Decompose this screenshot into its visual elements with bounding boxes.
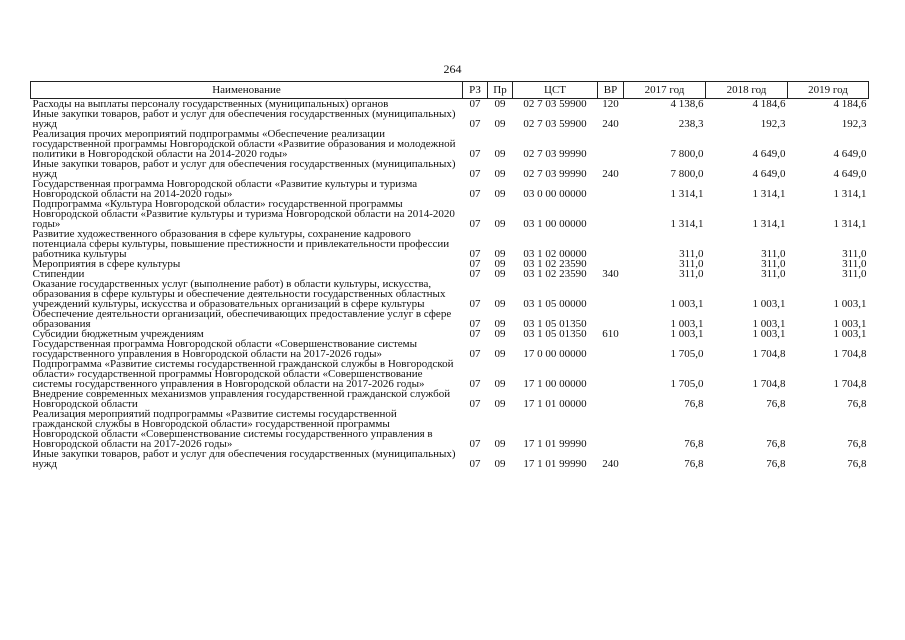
row-cst: 03 1 05 01350: [523, 318, 587, 330]
row-pr: 09: [494, 118, 506, 130]
row-2018: 1 704,8: [752, 348, 786, 360]
row-pr: 09: [494, 168, 506, 180]
row-rz: 07: [469, 248, 481, 260]
row-2018: 4 184,6: [752, 98, 786, 110]
budget-table: [30, 81, 869, 469]
table-row: [31, 109, 869, 129]
row-2017: 76,8: [684, 458, 704, 470]
row-rz: 07: [469, 318, 481, 330]
row-vr: [598, 229, 624, 259]
header-cst: ЦСТ: [513, 82, 598, 99]
table-row: [31, 179, 869, 199]
row-2018: 1 314,1: [752, 218, 786, 230]
row-rz: 07: [469, 438, 481, 450]
row-name: Мероприятия в сфере культуры: [32, 258, 181, 270]
row-vr: [598, 199, 624, 229]
row-2018: 1 003,1: [752, 328, 786, 340]
row-cst: 03 1 00 00000: [523, 218, 587, 230]
row-pr: 09: [494, 438, 506, 450]
row-2017: 238,3: [678, 118, 704, 130]
row-2019: 4 649,0: [833, 148, 867, 160]
table-row: [31, 279, 869, 309]
row-rz: 07: [469, 218, 481, 230]
row-name: Иные закупки товаров, работ и услуг для обеспечения государственных (муниципальных) нужд: [32, 448, 456, 470]
row-2019: 76,8: [847, 398, 867, 410]
table-row: [31, 229, 869, 259]
row-vr: 240: [602, 118, 619, 130]
table-row: [31, 449, 869, 469]
row-2017: 311,0: [679, 258, 704, 270]
row-2019: 1 003,1: [833, 328, 867, 340]
row-vr: 240: [602, 168, 619, 180]
row-2019: 311,0: [842, 248, 867, 260]
row-name: Иные закупки товаров, работ и услуг для обеспечения государственных (муниципальных) нужд: [32, 108, 456, 130]
row-name: Государственная программа Новгородской области «Развитие культуры и туризма Новгородской области на 2014-2020 годы»: [32, 178, 418, 200]
row-2017: 1 003,1: [670, 328, 704, 340]
row-2019: 1 314,1: [833, 188, 867, 200]
row-2017: 7 800,0: [670, 148, 704, 160]
row-2018: 4 649,0: [752, 148, 786, 160]
table-row: [31, 259, 869, 269]
row-2019: 4 184,6: [833, 98, 867, 110]
row-rz: 07: [469, 458, 481, 470]
table-row: [31, 309, 869, 329]
table-row: [31, 199, 869, 229]
row-cst: 17 1 01 99990: [523, 438, 587, 450]
row-pr: 09: [494, 188, 506, 200]
row-cst: 17 1 00 00000: [523, 378, 587, 390]
row-rz: 07: [469, 298, 481, 310]
row-2017: 311,0: [679, 268, 704, 280]
row-rz: 07: [469, 328, 481, 340]
row-pr: 09: [494, 148, 506, 160]
row-vr: [598, 339, 624, 359]
header-rz: РЗ: [463, 82, 488, 99]
row-2018: 76,8: [766, 458, 786, 470]
row-vr: [598, 409, 624, 449]
row-2017: 1 314,1: [670, 218, 704, 230]
row-cst: 03 1 02 23590: [523, 268, 587, 280]
row-pr: 09: [494, 328, 506, 340]
row-2018: 192,3: [760, 118, 786, 130]
row-vr: [598, 309, 624, 329]
row-pr: 09: [494, 248, 506, 260]
row-cst: 17 1 01 99990: [523, 458, 587, 470]
row-2018: 4 649,0: [752, 168, 786, 180]
row-2017: 311,0: [679, 248, 704, 260]
row-pr: 09: [494, 398, 506, 410]
row-name: Подпрограмма «Культура Новгородской области» государственной программы Новгородской области «Развитие культуры и туризма Новгородской области на 2014-2020 годы»: [32, 198, 455, 230]
header-2017: 2017 год: [624, 82, 706, 99]
row-2018: 1 003,1: [752, 298, 786, 310]
table-row: [31, 409, 869, 449]
row-rz: 07: [469, 378, 481, 390]
row-cst: 03 0 00 00000: [523, 188, 587, 200]
row-2018: 1 314,1: [752, 188, 786, 200]
row-pr: 09: [494, 458, 506, 470]
row-cst: 02 7 03 99990: [523, 148, 587, 160]
row-name: Иные закупки товаров, работ и услуг для обеспечения государственных (муниципальных) нужд: [32, 158, 456, 180]
row-2019: 4 649,0: [833, 168, 867, 180]
row-cst: 03 1 05 00000: [523, 298, 587, 310]
row-2019: 1 314,1: [833, 218, 867, 230]
row-2019: 1 003,1: [833, 318, 867, 330]
row-2017: 4 138,6: [670, 98, 704, 110]
row-2019: 1 704,8: [833, 378, 867, 390]
row-pr: 09: [494, 318, 506, 330]
row-rz: 07: [469, 348, 481, 360]
row-pr: 09: [494, 348, 506, 360]
row-rz: 07: [469, 98, 481, 110]
row-2019: 311,0: [842, 258, 867, 270]
row-2019: 76,8: [847, 458, 867, 470]
table-row: [31, 389, 869, 409]
row-2017: 1 705,0: [670, 378, 704, 390]
row-rz: 07: [469, 258, 481, 270]
row-vr: [598, 359, 624, 389]
row-pr: 09: [494, 218, 506, 230]
row-2017: 76,8: [684, 398, 704, 410]
row-2017: 1 003,1: [670, 318, 704, 330]
row-name: Обеспечение деятельности организаций, обеспечивающих предоставление услуг в сфере образования: [32, 308, 452, 330]
row-cst: 03 1 02 00000: [523, 248, 587, 260]
header-pr: Пр: [488, 82, 513, 99]
row-vr: [598, 279, 624, 309]
row-rz: 07: [469, 148, 481, 160]
row-name: Реализация прочих мероприятий подпрограммы «Обеспечение реализации государственной программы Новгородской области «Развитие образования и молодежной политики в Новгородской области на 2014-2020 годы»: [32, 128, 456, 160]
row-name: Внедрение современных механизмов управления государственной гражданской службой Новгородской области: [32, 388, 451, 410]
row-name: Реализация мероприятий подпрограммы «Развитие системы государственной гражданской службы в Новгородской области» государственной программы Новгородской области «Совершенствование системы государственного управления в Новгородской области на 2017-2026 годы»: [32, 408, 433, 450]
row-vr: 120: [602, 98, 619, 110]
row-cst: 17 0 00 00000: [523, 348, 587, 360]
table-row: [31, 359, 869, 389]
row-name: Расходы на выплаты персоналу государственных (муниципальных) органов: [32, 98, 389, 110]
row-rz: 07: [469, 118, 481, 130]
row-name: Развитие художественного образования в сфере культуры, сохранение кадрового потенциала сферы культуры, повышение престижности и привлекательности профессии работника культуры: [32, 228, 450, 260]
row-2018: 311,0: [761, 268, 786, 280]
row-pr: 09: [494, 268, 506, 280]
row-name: Стипендии: [32, 268, 85, 280]
row-pr: 09: [494, 98, 506, 110]
row-vr: [598, 179, 624, 199]
row-rz: 07: [469, 168, 481, 180]
row-rz: 07: [469, 268, 481, 280]
row-vr: 240: [602, 458, 619, 470]
row-vr: 340: [602, 268, 619, 280]
page-number: 264: [443, 62, 462, 76]
header-vr: ВР: [598, 82, 624, 99]
table-row: [31, 339, 869, 359]
row-name: Субсидии бюджетным учреждениям: [32, 328, 204, 340]
row-2017: 76,8: [684, 438, 704, 450]
row-cst: 02 7 03 99990: [523, 168, 587, 180]
row-rz: 07: [469, 188, 481, 200]
row-2018: 311,0: [761, 258, 786, 270]
row-pr: 09: [494, 258, 506, 270]
row-2019: 76,8: [847, 438, 867, 450]
row-2018: 311,0: [761, 248, 786, 260]
row-2017: 7 800,0: [670, 168, 704, 180]
row-vr: [598, 389, 624, 409]
row-cst: 17 1 01 00000: [523, 398, 587, 410]
row-cst: 02 7 03 59900: [523, 98, 587, 110]
scan-artifact: [340, 630, 500, 640]
row-cst: 03 1 05 01350: [523, 328, 587, 340]
table-row: [31, 129, 869, 159]
table-header-row: [31, 82, 869, 99]
row-2018: 76,8: [766, 438, 786, 450]
row-2019: 1 704,8: [833, 348, 867, 360]
row-name: Оказание государственных услуг (выполнение работ) в области культуры, искусства, образования в сфере культуры и обеспечение деятельности государственных областных учреждений культуры, искусства и образовательных организаций в сфере культуры: [32, 278, 446, 310]
row-name: Подпрограмма «Развитие системы государственной гражданской службы в Новгородской области» государственной программы Новгородской области «Совершенствование системы государственного управления в Новгородской области на 2017-2026 годы»: [32, 358, 454, 390]
row-2018: 76,8: [766, 398, 786, 410]
row-name: Государственная программа Новгородской области «Совершенствование системы государственного управления в Новгородской области на 2017-2026 годы»: [32, 338, 418, 360]
row-2019: 192,3: [841, 118, 867, 130]
row-pr: 09: [494, 298, 506, 310]
row-2017: 1 314,1: [670, 188, 704, 200]
row-cst: 02 7 03 59900: [523, 118, 587, 130]
row-2018: 1 704,8: [752, 378, 786, 390]
row-2019: 1 003,1: [833, 298, 867, 310]
row-2017: 1 003,1: [670, 298, 704, 310]
row-2017: 1 705,0: [670, 348, 704, 360]
header-2018: 2018 год: [706, 82, 788, 99]
header-2019: 2019 год: [788, 82, 869, 99]
row-2018: 1 003,1: [752, 318, 786, 330]
row-rz: 07: [469, 398, 481, 410]
row-vr: [598, 129, 624, 159]
table-row: [31, 159, 869, 179]
row-vr: 610: [602, 328, 619, 340]
row-2019: 311,0: [842, 268, 867, 280]
header-name: Наименование: [31, 82, 463, 99]
row-cst: 03 1 02 23590: [523, 258, 587, 270]
row-pr: 09: [494, 378, 506, 390]
